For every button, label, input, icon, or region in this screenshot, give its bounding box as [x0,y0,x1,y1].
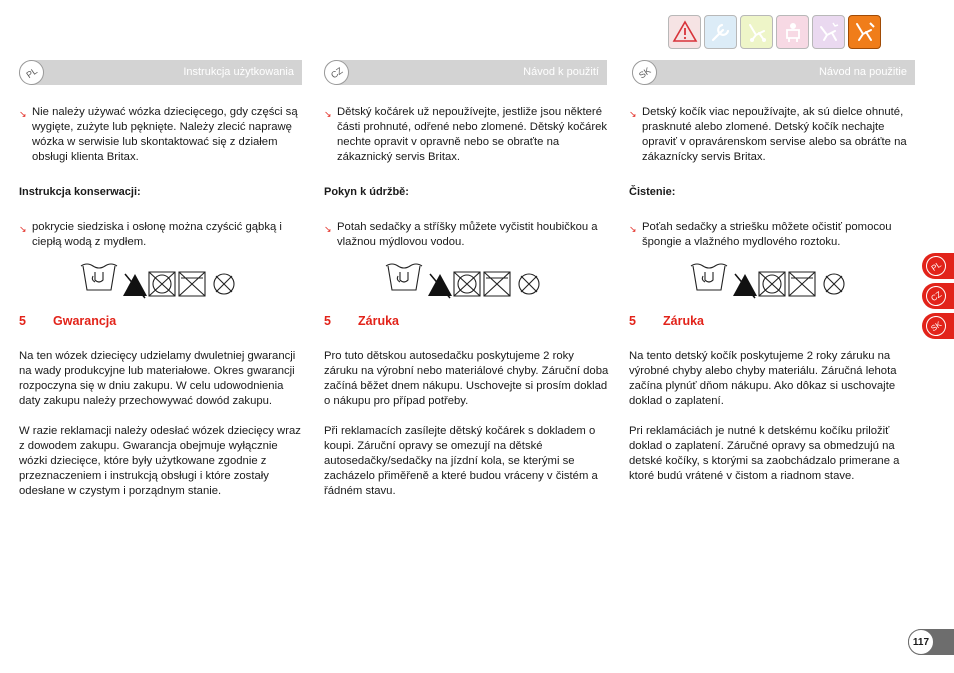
child-seat-icon[interactable] [776,15,809,49]
bullet-item [629,105,914,165]
care-heading: Pokyn k údržbě: [324,186,409,198]
section-title-text: Záruka [663,314,704,328]
side-tab-pl[interactable] [922,253,954,279]
stroller-icon[interactable] [740,15,773,49]
section-title [629,314,914,329]
column-header-pl [19,60,302,85]
paragraph: Při reklamacích zasílejte dětský kočárek s dokladem o koupi. Záruční opravy se omezují na dětské autosedačky/sedačky na jízdní kola, se kterými se zacházelo přiměřeně a které budou vráceny v čistém a řádném stavu. [324,425,598,497]
tools-icon[interactable] [704,15,737,49]
column-header-cz [324,60,607,85]
arrow-bullet-icon: ↘ [19,109,27,119]
section-number: 5 [324,314,331,328]
lang-badge-cz: CZ [319,55,354,90]
bullet-text: pokrycie siedziska i osłonę można czyścić gąbką i ciepłą wodą z mydłem. [32,221,282,248]
paragraph: W razie reklamacji należy odesłać wózek dziecięcy wraz z dowodem zakupu. Gwarancja obejmuje wyłącznie wózki dziecięce, które były użytkowane zgodnie z przeznaczeniem i instrukcją obsługi i które zostały odesłane w czystym i porządnym stanie. [19,425,301,497]
care-symbols-icon [689,258,914,302]
arrow-bullet-icon: ↘ [324,109,332,119]
column-title: Návod na použitie [818,66,907,78]
section-title [324,314,609,329]
paragraph: Na tento detský kočík poskytujeme 2 roky záruku na výrobné chyby alebo chyby materiálu. Záručná lehota začína plynúť dňom nákupu. Ako dôkaz si uschovajte doklad o zaplatení. [629,350,897,407]
column-title: Návod k použití [523,66,599,78]
section-number: 5 [629,314,636,328]
side-tab-sk[interactable] [922,313,954,339]
arrow-bullet-icon: ↘ [324,224,332,234]
arrow-bullet-icon: ↘ [629,224,637,234]
section-title-text: Gwarancja [53,314,117,328]
side-tab-cz[interactable] [922,283,954,309]
column-pl [19,105,304,499]
section-title-text: Záruka [358,314,399,328]
care-symbols-icon [384,258,609,302]
language-side-tabs [922,253,954,343]
care-heading: Čistenie: [629,186,676,198]
care-icon[interactable] [812,15,845,49]
lang-badge-sk: SK [627,55,662,90]
column-title: Instrukcja użytkowania [183,66,294,78]
bullet-item [19,105,304,165]
side-tab-label: CZ [922,282,950,310]
category-icon-strip [668,15,881,49]
column-cz [324,105,609,499]
side-tab-label: PL [922,252,950,280]
paragraph: Pro tuto dětskou autosedačku poskytujeme 2 roky záruku na výrobní nebo materiálové chyby. Záruční doba začíná běžet dnem nákupu. Uschovejte si prosím doklad o nákupu pro případ potřeby. [324,350,609,407]
column-header-sk [632,60,915,85]
care-heading: Instrukcja konserwacji: [19,186,141,198]
page-number-bar [908,629,954,655]
bullet-text: Potah sedačky a stříšky můžete vyčistit houbičkou a vlažnou mýdlovou vodou. [337,221,598,248]
arrow-bullet-icon: ↘ [629,109,637,119]
care-symbols-icon [79,258,304,302]
bullet-text: Dětský kočárek už nepoužívejte, jestliže jsou některé části prohnuté, odřené nebo zlomené. Dětský kočárek nechte opravit v opravně nebo se obraťte na zákaznický servis Britax. [337,106,608,163]
warning-triangle-icon[interactable] [668,15,701,49]
section-title [19,314,304,329]
page-number: 117 [908,629,934,655]
arrow-bullet-icon: ↘ [19,224,27,234]
column-sk [629,105,914,484]
bullet-item [324,220,609,250]
lang-badge-pl: PL [14,55,49,90]
paragraph: Pri reklamáciách je nutné k detskému kočíku priložiť doklad o zaplatení. Záručné opravy sa obmedzujú na detské kočíky, s ktorými sa zaobchádzalo primerane a ktoré budú vrátené v čistom a riadnom stave. [629,425,900,482]
section-number: 5 [19,314,26,328]
bullet-text: Poťah sedačky a striešku môžete očistiť pomocou špongie a vlažného mydlového roztoku. [642,221,892,248]
side-tab-label: SK [922,312,950,340]
bullet-item [629,220,914,250]
paragraph: Na ten wózek dziecięcy udzielamy dwuletniej gwarancji na wady produkcyjne lub materiałowe. Okres gwarancji rozpoczyna się w dniu zakupu. W celu udowodnienia daty zakupu należy przechowywać dowód zakupu. [19,350,296,407]
bullet-item [19,220,304,250]
bullet-text: Detský kočík viac nepoužívajte, ak sú dielce ohnuté, prasknuté alebo zlomené. Detský kočík nechajte opraviť v opravárenskom servise alebo sa obráťte na zákaznícky servis Britax. [642,106,907,163]
bullet-text: Nie należy używać wózka dziecięcego, gdy części są wygięte, zużyte lub pęknięte. Należy zlecić naprawę wózka w serwisie lub skontaktować się z działem obsługi klienta Britax. [32,106,298,163]
maintenance-active-icon[interactable] [848,15,881,49]
bullet-item [324,105,609,165]
